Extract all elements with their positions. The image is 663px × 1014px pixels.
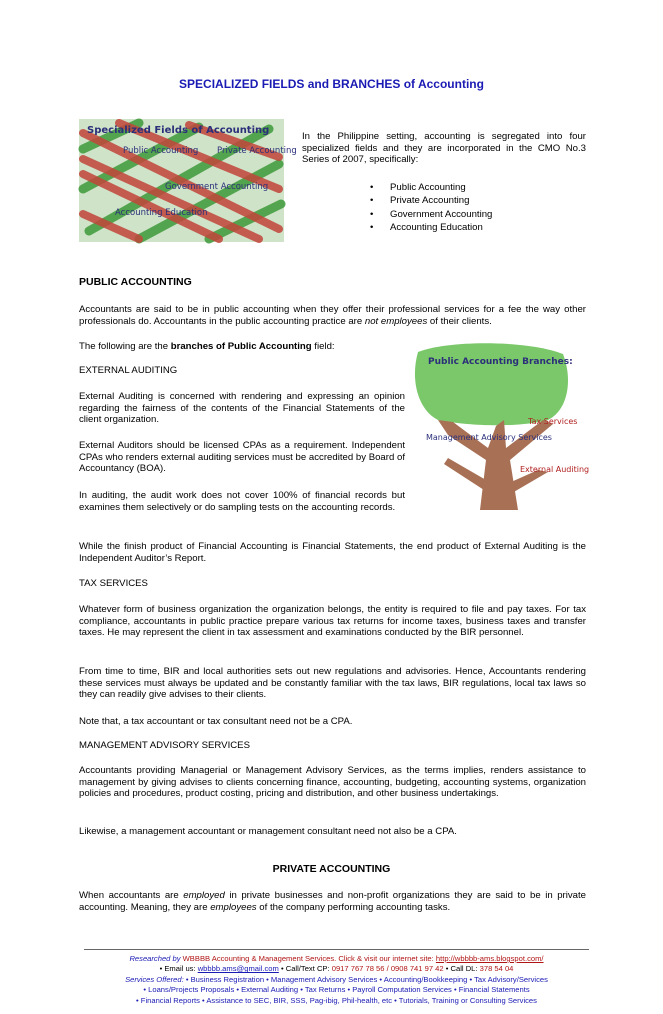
external-paragraph-4: While the finish product of Financial Accounting is Financial Statements, the end product of External Auditing is the Independent Auditor’s Report. bbox=[79, 541, 586, 564]
mas-paragraph-1: Accountants providing Managerial or Management Advisory Services, as the terms implies, renders assistance to management by giving advises to clients concerning finance, accounting, budgeting, accounting systems, organization policies and procedures, product costing, pricing and distribution, and other business undertakings. bbox=[79, 765, 586, 800]
fields-label-public: Public Accounting bbox=[123, 146, 199, 156]
fields-label-education: Accounting Education bbox=[115, 208, 208, 218]
tax-paragraph-2: From time to time, BIR and local authorities sets out new regulations and advisories. Hence, Accountants rendering these services must always be updated and be constantly familiar with the tax laws, BIR regulations, local tax laws so they can readily give advises to their clients. bbox=[79, 666, 586, 701]
tax-paragraph-1: Whatever form of business organization the organization belongs, the entity is required to file and pay taxes. For tax compliance, accountants in public practice prepare various tax returns for income taxes, business taxes and transfer taxes. He may represent the client in tax assessment and examinations conducted by the BIR personnel. bbox=[79, 604, 586, 639]
external-paragraph-3: In auditing, the audit work does not cover 100% of financial records but examines them selectively or do sampling tests on the accounting records. bbox=[79, 490, 405, 513]
footer-line-4: • Loans/Projects Proposals • External Auditing • Tax Returns • Payroll Computation Services • Financial Statements bbox=[143, 985, 530, 995]
external-paragraph-1: External Auditing is concerned with rendering and expressing an opinion regarding the fairness of the contents of the Financial Statements of the client organization. bbox=[79, 391, 405, 426]
tree-label-mas: Management Advisory Services bbox=[426, 433, 552, 442]
svg-text:Government Accounting bbox=[165, 182, 268, 192]
tree-label-audit: External Auditing bbox=[520, 465, 590, 474]
external-paragraph-2: External Auditors should be licensed CPAs as a requirement. Independent CPAs who renders external auditing services must be accredited by Board of Accountancy (BOA). bbox=[79, 440, 405, 475]
fields-image-heading: Specialized Fields of Accounting bbox=[87, 125, 270, 136]
footer bbox=[84, 949, 589, 1012]
list-item: • Public Accounting bbox=[370, 182, 492, 195]
fields-list bbox=[370, 182, 492, 235]
fields-label-government: Government Accounting bbox=[165, 182, 269, 192]
public-accounting-heading: PUBLIC ACCOUNTING bbox=[79, 276, 192, 288]
mas-paragraph-2: Likewise, a management accountant or management consultant need not also be a CPA. bbox=[79, 826, 457, 837]
private-paragraph: When accountants are employed in private businesses and non-profit organizations they are said to be in private accounting. Meaning, they are employees of the company performing accounting tasks. bbox=[79, 890, 586, 913]
footer-line-3: Services Offered: • Business Registration • Management Advisory Services • Accounting/Bookkeeping • Tax Advisory/Services bbox=[125, 974, 548, 984]
mas-heading: MANAGEMENT ADVISORY SERVICES bbox=[79, 740, 250, 751]
footer-line-5: • Financial Reports • Assistance to SEC, BIR, SSS, Pag-ibig, Phil-health, etc • Tutorials, Training or Consulting Services bbox=[136, 995, 537, 1005]
email-link[interactable]: wbbbb.ams@gmail.com bbox=[197, 964, 279, 974]
tax-paragraph-3: Note that, a tax accountant or tax consultant need not be a CPA. bbox=[79, 716, 353, 727]
footer-line-1: Researched by WBBBB Accounting & Management Services. Click & visit our internet site: http://wbbbb-ams.blogspot.com/ bbox=[129, 954, 544, 963]
list-item: • Government Accounting bbox=[370, 209, 492, 222]
fields-label-private: Private Accounting bbox=[217, 146, 297, 156]
public-accounting-tree-image bbox=[408, 340, 590, 513]
private-accounting-heading: PRIVATE ACCOUNTING bbox=[272, 863, 391, 875]
list-item: • Private Accounting bbox=[370, 195, 492, 208]
specialized-fields-image bbox=[79, 119, 297, 242]
site-link[interactable]: http://wbbbb-ams.blogspot.com/ bbox=[435, 954, 544, 963]
footer-line-2: • Email us: wbbbb.ams@gmail.com • Call/Text CP: 0917 767 78 56 / 0908 741 97 42 • Call DL: 378 54 04 bbox=[159, 964, 514, 974]
public-paragraph-1: Accountants are said to be in public accounting when they offer their professional services for a fee the way other professionals do. Accountants in the public accounting practice are not employees of their clients. bbox=[79, 304, 586, 327]
intro-paragraph: In the Philippine setting, accounting is segregated into four specialized fields and they are incorporated in the CMO No.3 Series of 2007, specifically: bbox=[302, 131, 586, 166]
tax-services-heading: TAX SERVICES bbox=[79, 578, 148, 589]
public-paragraph-2: The following are the branches of Public Accounting field: bbox=[79, 341, 335, 352]
external-auditing-heading: EXTERNAL AUDITING bbox=[79, 365, 178, 376]
page-title: SPECIALIZED FIELDS and BRANCHES of Accounting bbox=[179, 77, 484, 91]
tree-label-tax: Tax Services bbox=[528, 417, 578, 426]
tree-image-heading: Public Accounting Branches: bbox=[428, 357, 573, 367]
svg-text:Private Accounting bbox=[217, 146, 297, 156]
svg-text:Accounting Education bbox=[115, 208, 207, 218]
svg-text:Public Accounting bbox=[123, 146, 198, 156]
list-item: • Accounting Education bbox=[370, 222, 492, 235]
